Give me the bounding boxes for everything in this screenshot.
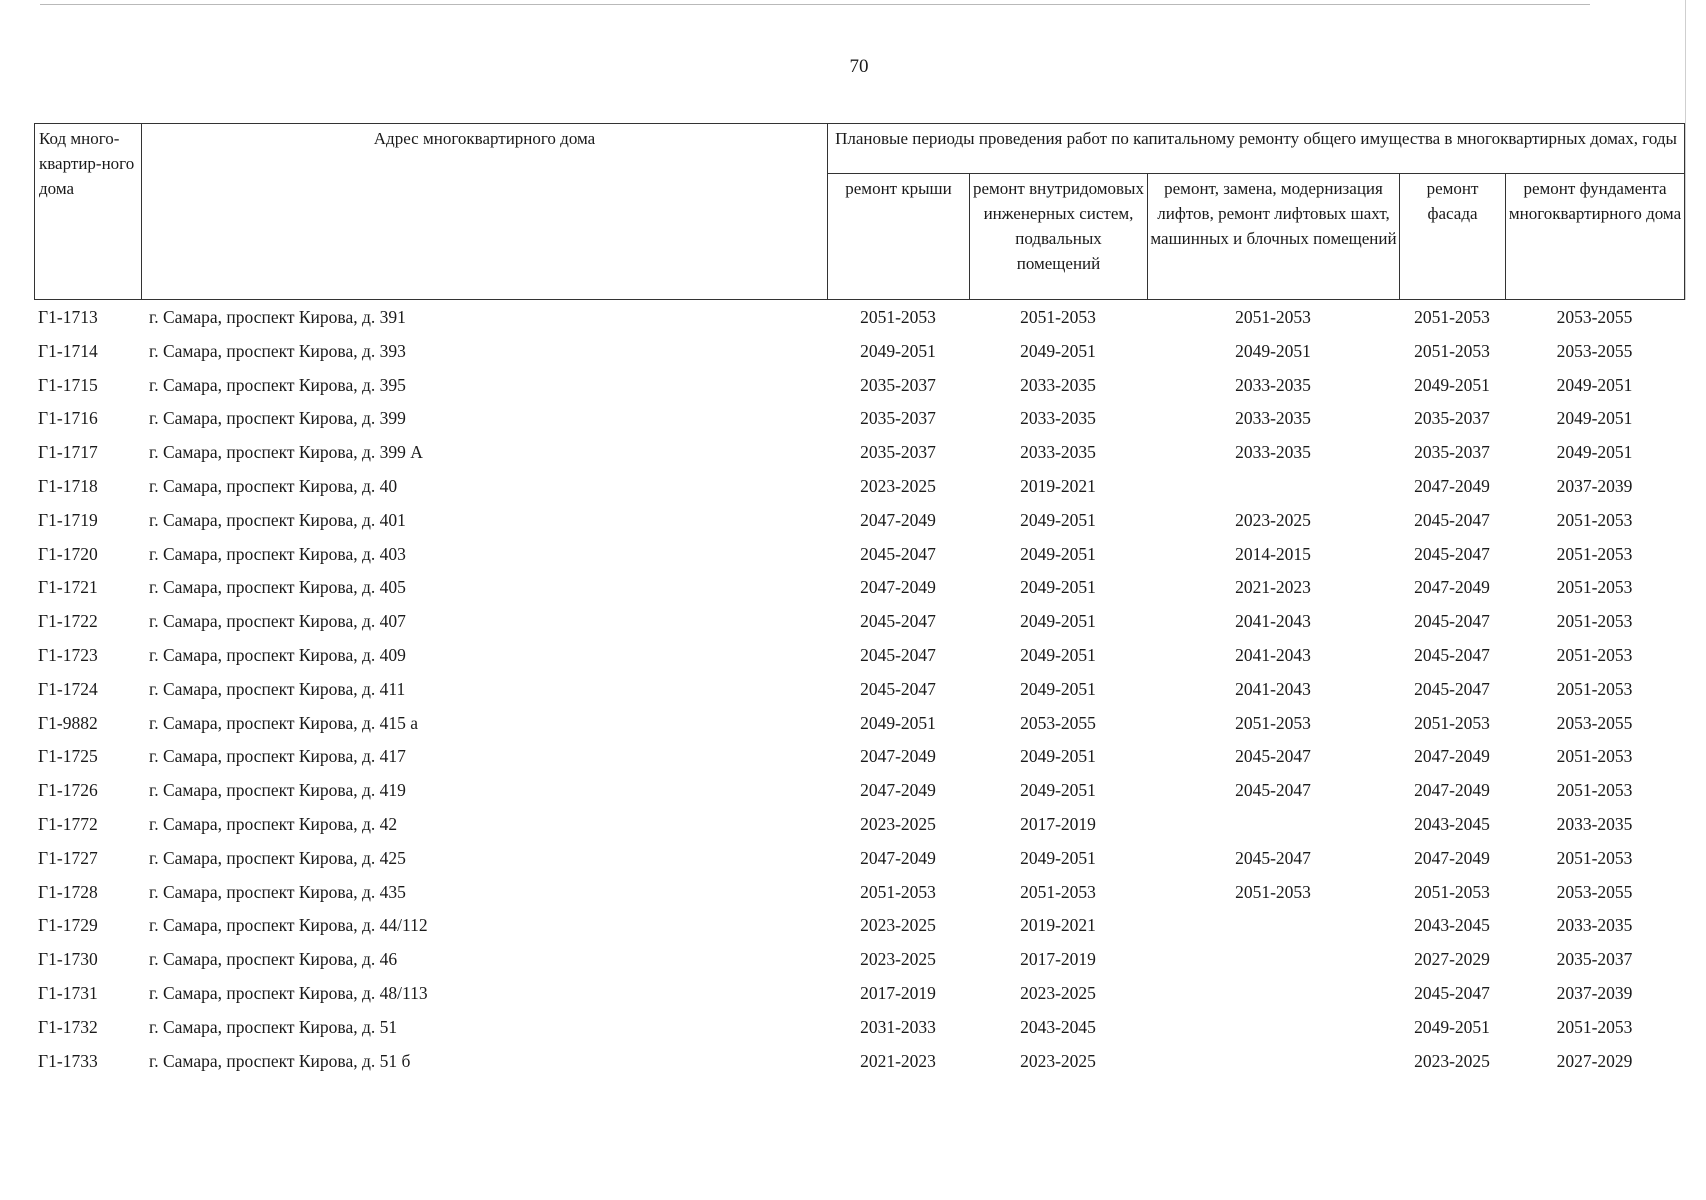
cell-facade: 2023-2025 [1414,1050,1490,1071]
cell-address: г. Самара, проспект Кирова, д. 405 [149,577,406,598]
cell-address: г. Самара, проспект Кирова, д. 395 [149,374,406,395]
table-row [34,882,1684,916]
table-row [34,476,1684,510]
cell-code: Г1-1722 [38,611,98,632]
cell-address: г. Самара, проспект Кирова, д. 411 [149,678,406,699]
data-table [34,307,1684,1084]
header-roof: ремонт крыши [828,174,970,300]
cell-lifts: 2041-2043 [1235,644,1311,665]
cell-roof: 2051-2053 [860,307,936,327]
table-row [34,408,1684,442]
cell-foundation: 2053-2055 [1556,881,1633,902]
cell-roof: 2031-2033 [860,1016,936,1037]
cell-facade: 2045-2047 [1414,678,1490,699]
cell-code: Г1-1723 [38,644,98,665]
header-address: Адрес многоквартирного дома [142,124,828,300]
cell-lifts: 2045-2047 [1235,746,1311,767]
table-row [34,341,1684,375]
cell-foundation: 2027-2029 [1556,1050,1633,1071]
cell-code: Г1-1772 [38,813,98,834]
cell-roof: 2023-2025 [860,949,936,970]
cell-lifts: 2041-2043 [1235,678,1311,699]
cell-lifts [1147,814,1399,848]
cell-code: Г1-1717 [38,442,98,463]
cell-code: Г1-1714 [38,340,98,361]
cell-systems: 2023-2025 [1020,982,1096,1003]
cell-address: г. Самара, проспект Кирова, д. 417 [149,746,406,767]
cell-address: г. Самара, проспект Кирова, д. 409 [149,644,406,665]
cell-code: Г1-1730 [38,949,98,970]
cell-foundation: 2033-2035 [1556,915,1633,936]
cell-lifts: 2045-2047 [1235,847,1311,868]
cell-roof: 2045-2047 [860,678,936,699]
cell-foundation: 2049-2051 [1556,374,1633,395]
cell-lifts: 2033-2035 [1235,408,1311,429]
cell-facade: 2043-2045 [1414,813,1490,834]
cell-address: г. Самара, проспект Кирова, д. 44/112 [149,915,428,936]
table-row [34,915,1684,949]
cell-roof: 2047-2049 [860,746,936,767]
cell-systems: 2049-2051 [1020,340,1096,361]
cell-systems: 2033-2035 [1020,408,1096,429]
table-row [34,679,1684,713]
cell-systems: 2049-2051 [1020,543,1096,564]
table-row [34,983,1684,1017]
scan-edge-line-right [1685,0,1686,300]
page-number: 70 [849,56,869,77]
cell-roof: 2049-2051 [860,340,936,361]
table-row [34,375,1684,409]
cell-lifts: 2014-2015 [1235,543,1311,564]
cell-address: г. Самара, проспект Кирова, д. 415 а [149,712,419,733]
scan-edge-line [40,4,1590,5]
cell-lifts: 2033-2035 [1235,442,1311,463]
cell-code: Г1-1715 [38,374,98,395]
cell-roof: 2045-2047 [860,644,936,665]
cell-systems: 2051-2053 [1020,881,1096,902]
table-row [34,814,1684,848]
cell-facade: 2027-2029 [1414,949,1490,970]
table-row [34,577,1684,611]
cell-roof: 2047-2049 [860,509,936,530]
cell-systems: 2049-2051 [1020,611,1096,632]
cell-roof: 2045-2047 [860,543,936,564]
cell-roof: 2047-2049 [860,577,936,598]
cell-code: Г1-1727 [38,847,98,868]
cell-foundation: 2033-2035 [1556,813,1633,834]
cell-code: Г1-1713 [38,307,98,327]
cell-roof: 2049-2051 [860,712,936,733]
table-row [34,1017,1684,1051]
cell-foundation: 2049-2051 [1556,442,1633,463]
cell-systems: 2033-2035 [1020,374,1096,395]
cell-lifts: 2021-2023 [1235,577,1311,598]
table-row [34,848,1684,882]
cell-roof: 2035-2037 [860,408,936,429]
cell-lifts: 2045-2047 [1235,780,1311,801]
table-row [34,713,1684,747]
cell-code: Г1-1724 [38,678,98,699]
cell-code: Г1-9882 [38,712,98,733]
cell-address: г. Самара, проспект Кирова, д. 401 [149,509,406,530]
cell-address: г. Самара, проспект Кирова, д. 48/113 [149,982,428,1003]
cell-address: г. Самара, проспект Кирова, д. 391 [149,307,406,327]
cell-lifts [1147,1017,1399,1051]
cell-address: г. Самара, проспект Кирова, д. 46 [149,949,398,970]
cell-lifts: 2051-2053 [1235,307,1311,327]
cell-roof: 2035-2037 [860,374,936,395]
table-row [34,307,1684,341]
cell-foundation: 2051-2053 [1556,678,1633,699]
cell-systems: 2017-2019 [1020,949,1096,970]
cell-code: Г1-1729 [38,915,98,936]
cell-roof: 2021-2023 [860,1050,936,1071]
cell-facade: 2051-2053 [1414,712,1490,733]
cell-facade: 2035-2037 [1414,442,1490,463]
cell-systems: 2049-2051 [1020,644,1096,665]
cell-foundation: 2051-2053 [1556,780,1633,801]
cell-address: г. Самара, проспект Кирова, д. 399 [149,408,406,429]
cell-address: г. Самара, проспект Кирова, д. 399 А [149,442,423,463]
cell-systems: 2043-2045 [1020,1016,1096,1037]
table-row [34,442,1684,476]
cell-facade: 2047-2049 [1414,475,1490,496]
cell-facade: 2049-2051 [1414,374,1490,395]
table-row [34,780,1684,814]
cell-code: Г1-1732 [38,1016,98,1037]
cell-foundation: 2051-2053 [1556,1016,1633,1037]
cell-facade: 2045-2047 [1414,611,1490,632]
cell-foundation: 2035-2037 [1556,949,1633,970]
cell-lifts [1147,915,1399,949]
cell-facade: 2047-2049 [1414,847,1490,868]
cell-systems: 2049-2051 [1020,577,1096,598]
cell-roof: 2047-2049 [860,780,936,801]
cell-foundation: 2053-2055 [1556,340,1633,361]
cell-foundation: 2037-2039 [1556,982,1633,1003]
cell-address: г. Самара, проспект Кирова, д. 403 [149,543,406,564]
cell-address: г. Самара, проспект Кирова, д. 42 [149,813,398,834]
cell-address: г. Самара, проспект Кирова, д. 425 [149,847,406,868]
header-systems: ремонт внутридомовых инженерных систем, подвальных помещений [970,174,1148,300]
header-code: Код много-квартир-ного дома [35,124,142,300]
cell-code: Г1-1720 [38,543,98,564]
cell-lifts: 2041-2043 [1235,611,1311,632]
header-periods: Плановые периоды проведения работ по капитальному ремонту общего имущества в многоквартирных домах, годы [828,124,1685,174]
cell-lifts: 2051-2053 [1235,712,1311,733]
cell-systems: 2049-2051 [1020,780,1096,801]
cell-systems: 2017-2019 [1020,813,1096,834]
cell-foundation: 2053-2055 [1556,712,1633,733]
table-row [34,645,1684,679]
cell-facade: 2045-2047 [1414,509,1490,530]
cell-code: Г1-1726 [38,780,98,801]
cell-foundation: 2049-2051 [1556,408,1633,429]
cell-lifts: 2033-2035 [1235,374,1311,395]
table-row [34,1051,1684,1085]
cell-lifts: 2051-2053 [1235,881,1311,902]
cell-systems: 2049-2051 [1020,678,1096,699]
table-row [34,611,1684,645]
cell-roof: 2023-2025 [860,813,936,834]
cell-facade: 2047-2049 [1414,746,1490,767]
cell-foundation: 2051-2053 [1556,746,1633,767]
cell-code: Г1-1719 [38,509,98,530]
table-row [34,544,1684,578]
cell-address: г. Самара, проспект Кирова, д. 40 [149,475,398,496]
table-row [34,510,1684,544]
cell-lifts [1147,1051,1399,1085]
cell-foundation: 2051-2053 [1556,577,1633,598]
cell-facade: 2035-2037 [1414,408,1490,429]
cell-lifts: 2049-2051 [1235,340,1311,361]
cell-foundation: 2051-2053 [1556,509,1633,530]
cell-facade: 2045-2047 [1414,543,1490,564]
cell-address: г. Самара, проспект Кирова, д. 407 [149,611,406,632]
cell-facade: 2049-2051 [1414,1016,1490,1037]
cell-code: Г1-1718 [38,475,98,496]
cell-roof: 2045-2047 [860,611,936,632]
cell-roof: 2047-2049 [860,847,936,868]
cell-code: Г1-1731 [38,982,98,1003]
cell-systems: 2049-2051 [1020,509,1096,530]
table-header [34,123,1685,300]
cell-systems: 2053-2055 [1020,712,1096,733]
cell-address: г. Самара, проспект Кирова, д. 393 [149,340,406,361]
cell-systems: 2033-2035 [1020,442,1096,463]
cell-roof: 2023-2025 [860,475,936,496]
cell-address: г. Самара, проспект Кирова, д. 51 [149,1016,398,1037]
cell-facade: 2047-2049 [1414,780,1490,801]
cell-address: г. Самара, проспект Кирова, д. 419 [149,780,406,801]
cell-foundation: 2051-2053 [1556,847,1633,868]
cell-facade: 2047-2049 [1414,577,1490,598]
cell-code: Г1-1716 [38,408,98,429]
cell-facade: 2045-2047 [1414,644,1490,665]
cell-address: г. Самара, проспект Кирова, д. 51 б [149,1050,411,1071]
cell-roof: 2023-2025 [860,915,936,936]
cell-lifts [1147,476,1399,510]
table-row [34,949,1684,983]
cell-roof: 2051-2053 [860,881,936,902]
cell-foundation: 2037-2039 [1556,475,1633,496]
cell-address: г. Самара, проспект Кирова, д. 435 [149,881,406,902]
cell-foundation: 2051-2053 [1556,644,1633,665]
cell-lifts [1147,949,1399,983]
table-row [34,746,1684,780]
header-lifts: ремонт, замена, модернизация лифтов, ремонт лифтовых шахт, машинных и блочных помещений [1148,174,1400,300]
cell-systems: 2019-2021 [1020,475,1096,496]
cell-foundation: 2053-2055 [1556,307,1633,327]
cell-foundation: 2051-2053 [1556,543,1633,564]
cell-systems: 2019-2021 [1020,915,1096,936]
cell-systems: 2051-2053 [1020,307,1096,327]
cell-foundation: 2051-2053 [1556,611,1633,632]
cell-systems: 2023-2025 [1020,1050,1096,1071]
cell-roof: 2035-2037 [860,442,936,463]
cell-facade: 2051-2053 [1414,340,1490,361]
cell-facade: 2043-2045 [1414,915,1490,936]
cell-systems: 2049-2051 [1020,847,1096,868]
cell-lifts: 2023-2025 [1235,509,1311,530]
cell-code: Г1-1728 [38,881,98,902]
header-foundation: ремонт фундамента многоквартирного дома [1506,174,1685,300]
cell-facade: 2045-2047 [1414,982,1490,1003]
cell-facade: 2051-2053 [1414,881,1490,902]
cell-lifts [1147,983,1399,1017]
cell-code: Г1-1721 [38,577,98,598]
cell-code: Г1-1725 [38,746,98,767]
cell-facade: 2051-2053 [1414,307,1490,327]
header-facade: ремонт фасада [1400,174,1506,300]
cell-systems: 2049-2051 [1020,746,1096,767]
cell-roof: 2017-2019 [860,982,936,1003]
cell-code: Г1-1733 [38,1050,98,1071]
